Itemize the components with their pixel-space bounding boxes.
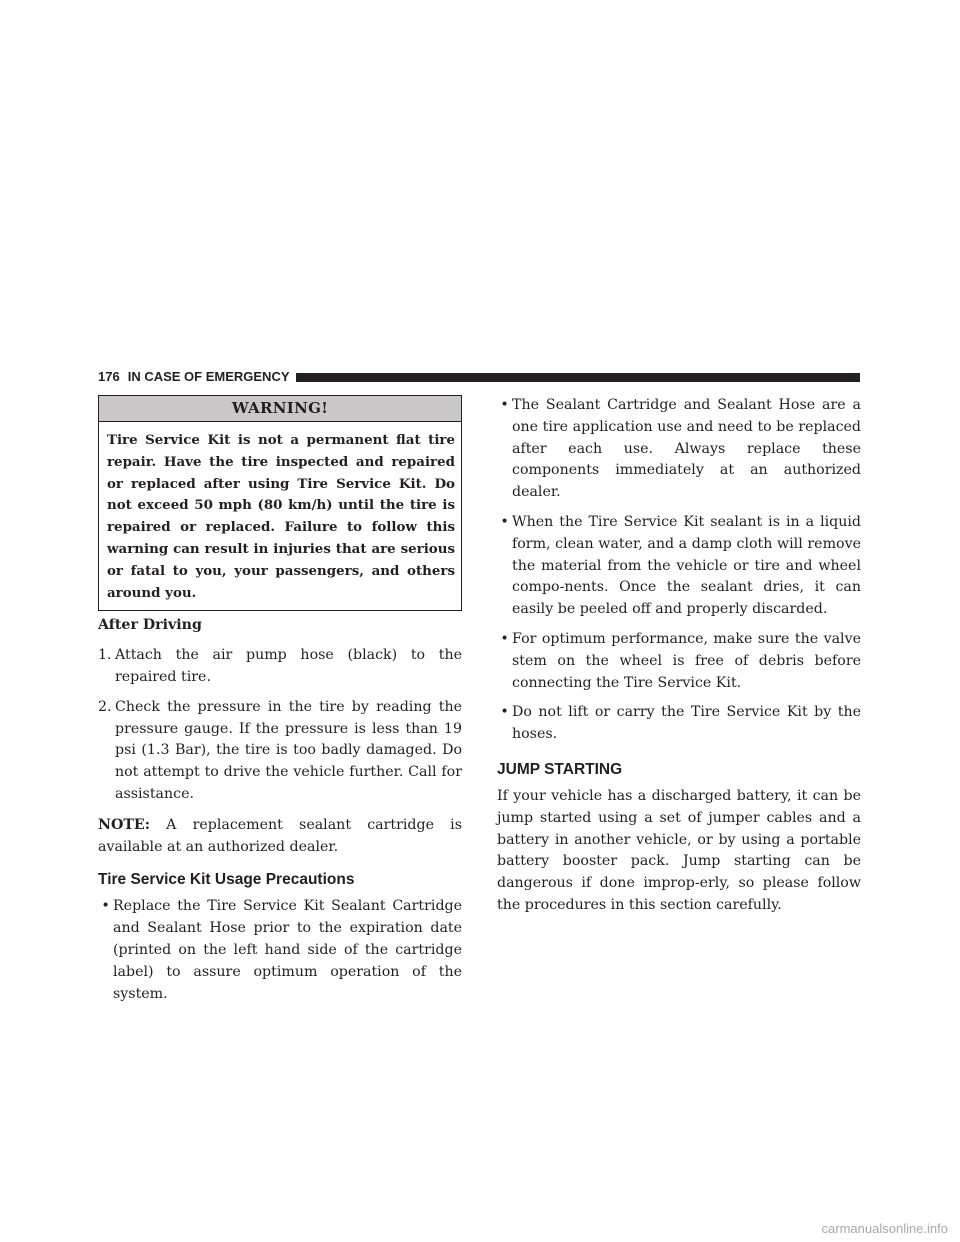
bullet-marker: •	[500, 397, 509, 413]
precautions-heading: Tire Service Kit Usage Precautions	[98, 871, 355, 889]
page-number: 176	[98, 369, 120, 384]
bullet-marker: •	[101, 898, 110, 915]
note-text: A replacement sealant cartridge is available at an authorized dealer.	[98, 816, 462, 855]
bullet-marker: •	[500, 513, 509, 530]
step-text: Attach the air pump hose (black) to the repaired tire.	[115, 647, 462, 685]
bullet-text: The Sealant Cartridge and Sealant Hose are a one tire application use and need to be replaced after each use. Always replace these components immediately at an authorized dealer.	[512, 397, 861, 501]
step-item	[98, 697, 462, 806]
bullet-item	[497, 395, 861, 504]
step-number: 2.	[98, 698, 112, 715]
bullet-text: Do not lift or carry the Tire Service Kit by the hoses.	[512, 704, 861, 743]
right-column	[497, 395, 861, 917]
warning-box	[98, 395, 462, 611]
step-number: 1.	[98, 647, 112, 664]
bullet-marker: •	[500, 704, 509, 721]
header-rule	[296, 373, 861, 382]
watermark: carmanualsonline.info	[821, 1221, 948, 1236]
page-header	[98, 369, 860, 385]
warning-title: WARNING!	[99, 396, 461, 422]
step-item	[98, 645, 462, 689]
left-column	[98, 395, 462, 1005]
bullet-text: When the Tire Service Kit sealant is in a liquid form, clean water, and a damp cloth will remove the material from the vehicle or tire and wheel compo-nents. Once the sealant dries, it can easily be peeled off and properly discarded.	[512, 513, 861, 618]
section-title: IN CASE OF EMERGENCY	[127, 369, 290, 384]
bullet-item	[98, 896, 462, 1005]
bullet-marker: •	[500, 630, 509, 647]
bullet-text: For optimum performance, make sure the valve stem on the wheel is free of debris before connecting the Tire Service Kit.	[512, 630, 861, 691]
step-text: Check the pressure in the tire by reading the pressure gauge. If the pressure is less than 19 psi (1.3 Bar), the tire is too badly damaged. Do not attempt to drive the vehicle further. Call for assistance.	[115, 698, 462, 802]
note-label: NOTE:	[98, 816, 150, 833]
after-driving-heading: After Driving	[98, 617, 202, 634]
warning-body: Tire Service Kit is not a permanent flat tire repair. Have the tire inspected and repaired or replaced after using Tire Service Kit. Do not exceed 50 mph (80 km/h) until the tire is repaired or replaced. Failure to follow this warning can result in injuries that are serious or fatal to you, your passengers, and others around you.	[107, 432, 455, 601]
jump-starting-paragraph: If your vehicle has a discharged battery, it can be jump started using a set of jumper cables and a battery in another vehicle, or by using a portable battery booster pack. Jump starting can be dangerous if done improp-erly, so please follow the procedures in this section carefully.	[497, 787, 861, 913]
bullet-text: Replace the Tire Service Kit Sealant Cartridge and Sealant Hose prior to the expiration date (printed on the left hand side of the cartridge label) to assure optimum operation of the system.	[113, 898, 462, 1002]
bullet-item	[497, 512, 861, 621]
bullet-item	[497, 702, 861, 746]
bullet-item	[497, 629, 861, 694]
jump-starting-heading: JUMP STARTING	[497, 760, 623, 778]
note-paragraph	[98, 815, 462, 859]
